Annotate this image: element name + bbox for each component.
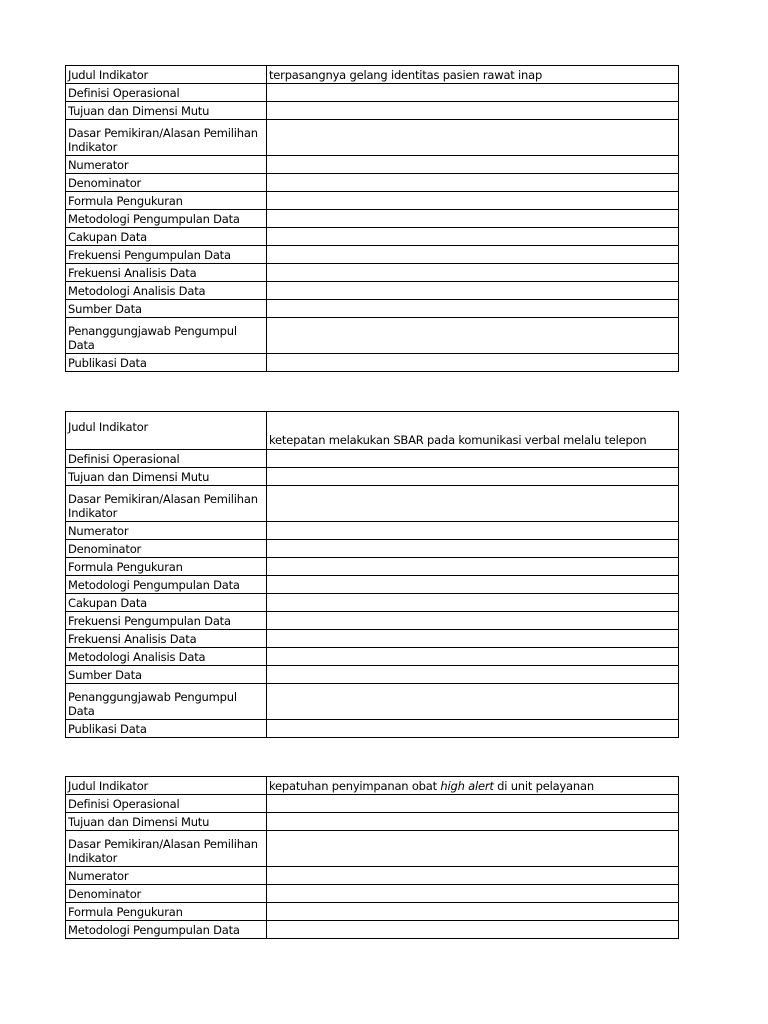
cakupan-row: [66, 594, 679, 612]
row-value-cell: [267, 630, 679, 648]
row-value-cell: [267, 156, 679, 174]
row-value-cell: [267, 468, 679, 486]
row-label: Dasar Pemikiran/Alasan Pemilihan Indikator: [66, 120, 267, 156]
row-label: Numerator: [66, 522, 267, 540]
row-value-cell: [267, 282, 679, 300]
row-value-cell: [267, 921, 679, 939]
row-value-cell: [267, 903, 679, 921]
row-label: Definisi Operasional: [66, 84, 267, 102]
row-label: Judul Indikator: [66, 412, 267, 450]
row-label: Formula Pengukuran: [66, 558, 267, 576]
row-label: Frekuensi Analisis Data: [66, 264, 267, 282]
row-label: Publikasi Data: [66, 720, 267, 738]
row-value-cell: [267, 831, 679, 867]
row-label: Denominator: [66, 885, 267, 903]
formula-row: [66, 903, 679, 921]
indicator-title-text: terpasangnya gelang identitas pasien rawat inap: [269, 67, 543, 82]
indicator-title-text: kepatuhan penyimpanan obat: [269, 778, 441, 793]
row-label: Frekuensi Pengumpulan Data: [66, 612, 267, 630]
row-label: Cakupan Data: [66, 594, 267, 612]
metodologi_analisis-row: [66, 648, 679, 666]
judul-indikator-row: [66, 66, 679, 84]
row-label: Metodologi Analisis Data: [66, 282, 267, 300]
row-value-cell: [267, 450, 679, 468]
tujuan-row: [66, 813, 679, 831]
row-value-cell: [267, 867, 679, 885]
metodologi_analisis-row: [66, 282, 679, 300]
row-label: Penanggungjawab Pengumpul Data: [66, 318, 267, 354]
numerator-row: [66, 156, 679, 174]
frekuensi_pengumpulan-row: [66, 246, 679, 264]
row-value-cell: [267, 540, 679, 558]
publikasi-row: [66, 354, 679, 372]
dasar-row: [66, 120, 679, 156]
penanggungjawab-row: [66, 318, 679, 354]
row-label: Dasar Pemikiran/Alasan Pemilihan Indikator: [66, 486, 267, 522]
dasar-row: [66, 486, 679, 522]
judul-indikator-row: [66, 412, 679, 450]
row-label: Definisi Operasional: [66, 795, 267, 813]
row-value-cell: [267, 84, 679, 102]
dasar-row: [66, 831, 679, 867]
row-value-cell: [267, 174, 679, 192]
indicator-title: [267, 66, 679, 84]
cakupan-row: [66, 228, 679, 246]
row-label: Denominator: [66, 174, 267, 192]
formula-row: [66, 192, 679, 210]
row-value-cell: [267, 210, 679, 228]
indicator-title-text: di unit pelayanan: [493, 778, 594, 793]
row-value-cell: [267, 228, 679, 246]
row-value-cell: [267, 666, 679, 684]
row-label: Denominator: [66, 540, 267, 558]
tujuan-row: [66, 102, 679, 120]
frekuensi_pengumpulan-row: [66, 612, 679, 630]
numerator-row: [66, 522, 679, 540]
indicator-title: [267, 777, 679, 795]
row-value-cell: [267, 264, 679, 282]
row-label: Sumber Data: [66, 666, 267, 684]
row-label: Tujuan dan Dimensi Mutu: [66, 102, 267, 120]
denominator-row: [66, 885, 679, 903]
row-label: Definisi Operasional: [66, 450, 267, 468]
indicator-title-text: ketepatan melakukan SBAR pada komunikasi verbal melalu telepon: [269, 433, 647, 447]
metodologi_pengumpulan-row: [66, 210, 679, 228]
definisi-row: [66, 84, 679, 102]
row-label: Metodologi Pengumpulan Data: [66, 210, 267, 228]
indicator-title-text: high alert: [440, 778, 494, 793]
row-value-cell: [267, 684, 679, 720]
row-value-cell: [267, 192, 679, 210]
row-label: Tujuan dan Dimensi Mutu: [66, 813, 267, 831]
row-value-cell: [267, 486, 679, 522]
definisi-row: [66, 450, 679, 468]
row-value-cell: [267, 720, 679, 738]
indicator-table-3: [65, 776, 679, 939]
row-value-cell: [267, 576, 679, 594]
tujuan-row: [66, 468, 679, 486]
row-label: Metodologi Pengumpulan Data: [66, 921, 267, 939]
row-label: Formula Pengukuran: [66, 192, 267, 210]
indicator-table-1: [65, 65, 679, 372]
frekuensi_analisis-row: [66, 264, 679, 282]
row-label: Cakupan Data: [66, 228, 267, 246]
row-value-cell: [267, 318, 679, 354]
publikasi-row: [66, 720, 679, 738]
denominator-row: [66, 540, 679, 558]
row-value-cell: [267, 813, 679, 831]
row-value-cell: [267, 594, 679, 612]
penanggungjawab-row: [66, 684, 679, 720]
row-value-cell: [267, 558, 679, 576]
judul-indikator-row: [66, 777, 679, 795]
row-label: Penanggungjawab Pengumpul Data: [66, 684, 267, 720]
row-label: Numerator: [66, 867, 267, 885]
row-value-cell: [267, 300, 679, 318]
sumber-row: [66, 666, 679, 684]
definisi-row: [66, 795, 679, 813]
row-label: Metodologi Analisis Data: [66, 648, 267, 666]
row-label: Sumber Data: [66, 300, 267, 318]
row-value-cell: [267, 612, 679, 630]
row-value-cell: [267, 246, 679, 264]
sumber-row: [66, 300, 679, 318]
numerator-row: [66, 867, 679, 885]
metodologi_pengumpulan-row: [66, 921, 679, 939]
frekuensi_analisis-row: [66, 630, 679, 648]
row-label: Publikasi Data: [66, 354, 267, 372]
row-value-cell: [267, 885, 679, 903]
row-label: Judul Indikator: [66, 777, 267, 795]
row-label: Tujuan dan Dimensi Mutu: [66, 468, 267, 486]
row-label: Frekuensi Analisis Data: [66, 630, 267, 648]
row-label: Judul Indikator: [66, 66, 267, 84]
row-value-cell: [267, 120, 679, 156]
indicator-table-2: [65, 411, 679, 738]
row-value-cell: [267, 354, 679, 372]
metodologi_pengumpulan-row: [66, 576, 679, 594]
row-label: Formula Pengukuran: [66, 903, 267, 921]
row-value-cell: [267, 648, 679, 666]
denominator-row: [66, 174, 679, 192]
indicator-title: [267, 412, 679, 450]
row-label: Frekuensi Pengumpulan Data: [66, 246, 267, 264]
formula-row: [66, 558, 679, 576]
row-label: Metodologi Pengumpulan Data: [66, 576, 267, 594]
row-value-cell: [267, 522, 679, 540]
row-label: Dasar Pemikiran/Alasan Pemilihan Indikator: [66, 831, 267, 867]
row-label: Numerator: [66, 156, 267, 174]
row-value-cell: [267, 102, 679, 120]
row-value-cell: [267, 795, 679, 813]
